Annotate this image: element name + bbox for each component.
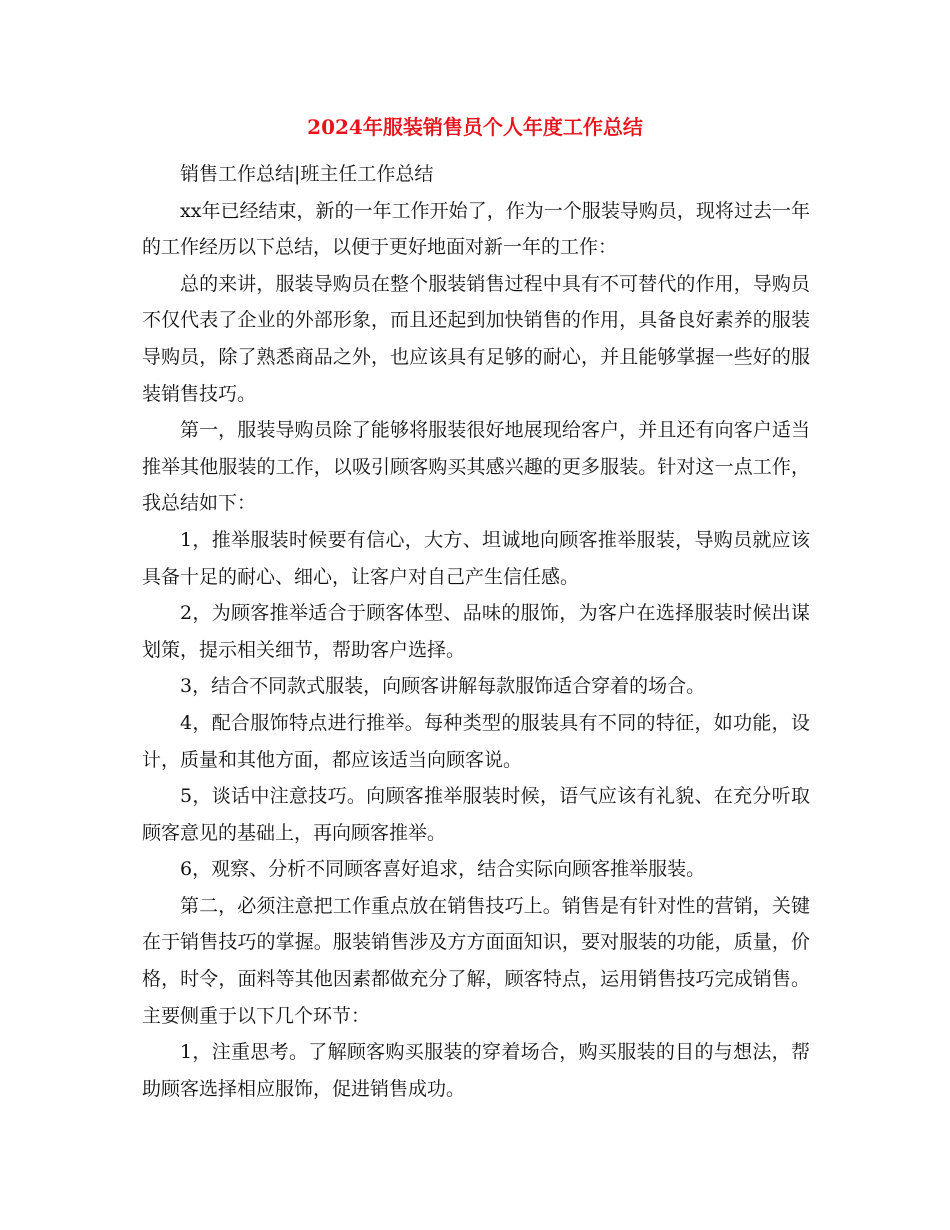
paragraph-first-point: 第一，服装导购员除了能够将服装很好地展现给客户，并且还有向客户适当推举其他服装的工作，以吸引顾客购买其感兴趣的更多服装。针对这一点工作，我总结如下：: [142, 419, 810, 515]
paragraph-intro: xx年已经结束，新的一年工作开始了，作为一个服装导购员，现将过去一年的工作经历以下总结，以便于更好地面对新一年的工作：: [142, 199, 810, 259]
document-body: [142, 156, 810, 1107]
list-item: 4，配合服饰特点进行推举。每种类型的服装具有不同的特征，如功能，设计，质量和其他方面，都应该适当向顾客说。: [142, 711, 810, 771]
list-item: 6，观察、分析不同顾客喜好追求，结合实际向顾客推举服装。: [180, 858, 706, 881]
paragraph-second-point: 第二，必须注意把工作重点放在销售技巧上。销售是有针对性的营销，关键在于销售技巧的掌握。服装销售涉及方方面面知识，要对服装的功能，质量，价格，时令，面料等其他因素都做充分了解，顾客特点，运用销售技巧完成销售。主要侧重于以下几个环节：: [142, 894, 810, 1027]
list-item: 5，谈话中注意技巧。向顾客推举服装时候，语气应该有礼貌、在充分听取顾客意见的基础上，再向顾客推举。: [142, 785, 810, 844]
list-item: 1，推举服装时候要有信心，大方、坦诚地向顾客推举服装，导购员就应该具备十足的耐心、细心，让客户对自己产生信任感。: [142, 528, 810, 588]
document-title: 2024年服装销售员个人年度工作总结: [307, 115, 643, 139]
paragraph-overview: 总的来讲，服装导购员在整个服装销售过程中具有不可替代的作用，导购员不仅代表了企业的外部形象，而且还起到加快销售的作用，具备良好素养的服装导购员，除了熟悉商品之外，也应该具有足够的耐心，并且能够掌握一些好的服装销售技巧。: [142, 272, 810, 405]
paragraph-subtitle: 销售工作总结|班主任工作总结: [180, 163, 434, 185]
list-item: 2，为顾客推举适合于顾客体型、品味的服饰，为客户在选择服装时候出谋划策，提示相关细节，帮助客户选择。: [142, 602, 810, 661]
list-item: 1，注重思考。了解顾客购买服装的穿着场合，购买服装的目的与想法，帮助顾客选择相应服饰，促进销售成功。: [142, 1041, 810, 1100]
list-item: 3，结合不同款式服装，向顾客讲解每款服饰适合穿着的场合。: [180, 675, 706, 698]
